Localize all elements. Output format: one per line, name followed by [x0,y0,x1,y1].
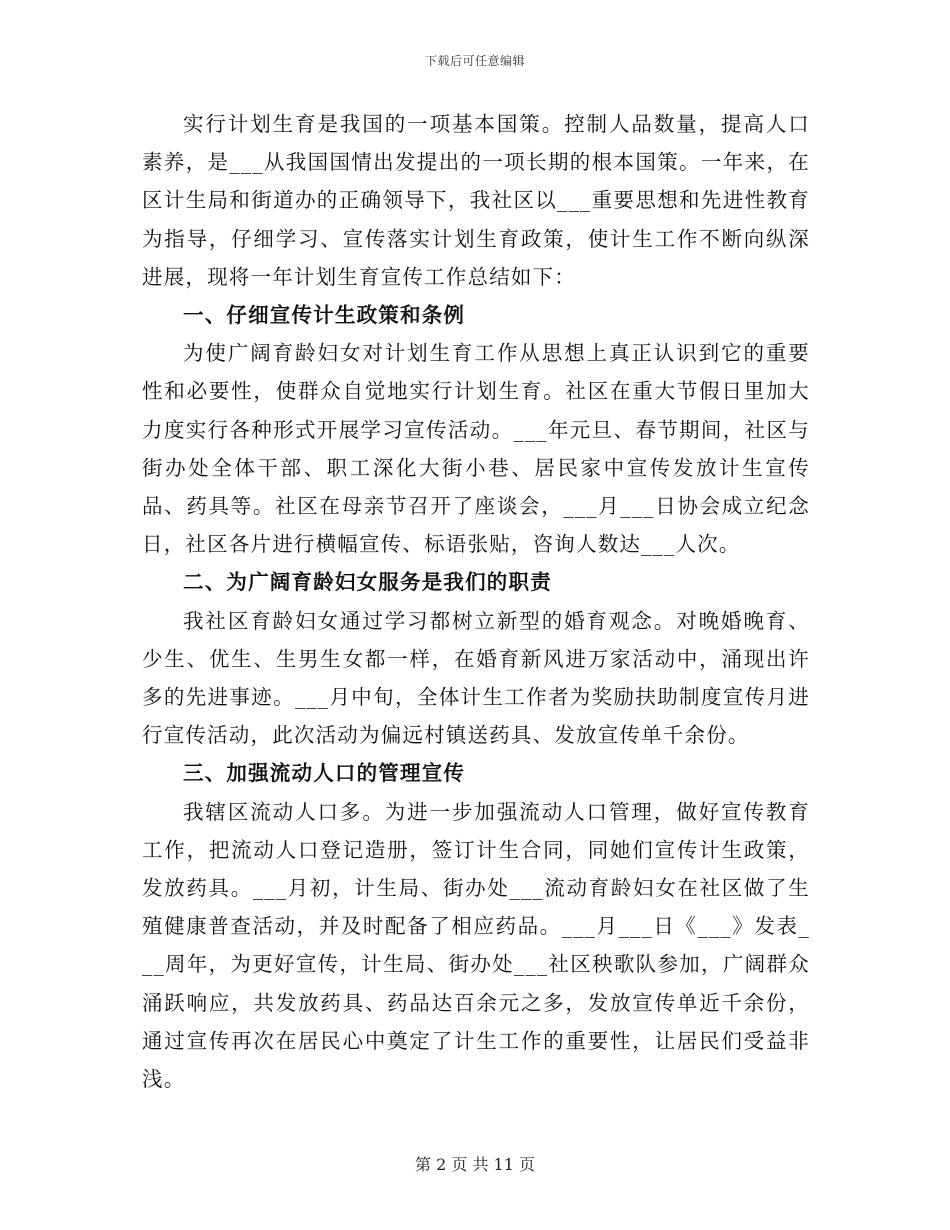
section-heading-1: 一、仔细宣传计生政策和条例 [183,303,466,328]
intro-paragraph: 实行计划生育是我国的一项基本国策。控制人品数量，提高人口素养，是___从我国国情出发提出的一项长期的根本国策。一年来，在区计生局和街道办的正确领导下，我社区以___重要思想和先进性教育为指导，仔细学习、宣传落实计划生育政策，使计生工作不断向纵深进展，现将一年计划生育宣传工作总结如下： [142,112,810,289]
section-paragraph-1: 为使广阔育龄妇女对计划生育工作从思想上真正认识到它的重要性和必要性，使群众自觉地实行计划生育。社区在重大节假日里加大力度实行各种形式开展学习宣传活动。___年元旦、春节期间，社区与街办处全体干部、职工深化大街小巷、居民家中宣传发放计生宣传品、药具等。社区在母亲节召开了座谈会，___月___日协会成立纪念日，社区各片进行横幅宣传、标语张贴，咨询人数达___人次。 [142,341,810,557]
document-body [142,105,810,1098]
page-footer: 第 2 页 共 11 页 [415,1155,535,1174]
section-paragraph-2: 我社区育龄妇女通过学习都树立新型的婚育观念。对晚婚晚育、少生、优生、生男生女都一样，在婚育新风进万家活动中，涌现出许多的先进事迹。___月中旬，全体计生工作者为奖励扶助制度宣传月进行宣传活动，此次活动为偏远村镇送药具、发放宣传单千余份。 [142,608,810,748]
section-heading-2: 二、为广阔育龄妇女服务是我们的职责 [183,570,552,595]
section-heading-3: 三、加强流动人口的管理宣传 [183,761,466,786]
section-paragraph-3: 我辖区流动人口多。为进一步加强流动人口管理，做好宣传教育工作，把流动人口登记造册，签订计生合同，同她们宣传计生政策，发放药具。___月初，计生局、街办处___流动育龄妇女在社区做了生殖健康普查活动，并及时配备了相应药品。___月___日《___》发表___周年，为更好宣传，计生局、街办处___社区秧歌队参加，广阔群众涌跃响应，共发放药具、药品达百余元之多，发放宣传单近千余份，通过宣传再次在居民心中奠定了计生工作的重要性，让居民们受益非浅。 [142,799,810,1092]
page-header: 下载后可任意编辑 [424,54,525,68]
